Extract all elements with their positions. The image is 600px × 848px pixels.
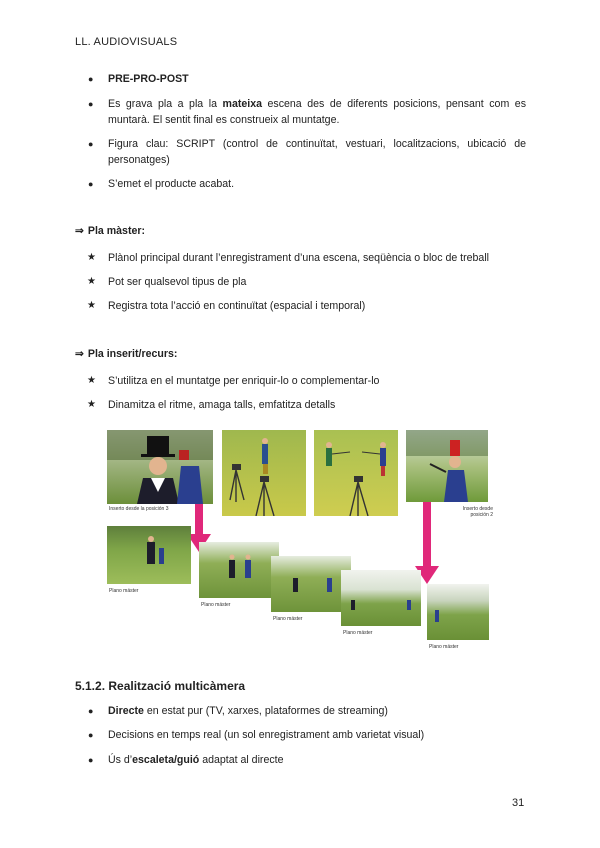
- master-shot-3: [271, 556, 351, 612]
- insert-photo-pos3: [107, 430, 213, 504]
- list-item: Registra tota l’acció en continuïtat (espacial i temporal): [108, 300, 366, 312]
- subsection-title: 5.1.2. Realització multicàmera: [75, 679, 246, 693]
- list-item: PRE-PRO-POST: [108, 73, 189, 85]
- running-header: LL. AUDIOVISUALS: [75, 36, 178, 48]
- list-item: S’utilitza en el muntatge per enriquir-lo o complementar-lo: [108, 375, 380, 387]
- list-item: S’emet el producte acabat.: [108, 178, 235, 190]
- star-bullet-icon: ★: [87, 252, 96, 263]
- list-item: Directe en estat pur (TV, xarxes, plataformes de streaming): [108, 705, 388, 717]
- bullet-icon: ●: [88, 179, 94, 189]
- list-item: Ús d’escaleta/guió adaptat al directe: [108, 754, 284, 766]
- bullet-icon: ●: [88, 74, 94, 84]
- section-heading-inserit: ⇒ Pla inserit/recurs:: [75, 348, 178, 360]
- list-item: Dinamitza el ritme, amaga talls, emfatitza detalls: [108, 399, 336, 411]
- bullet-icon: ●: [88, 755, 94, 765]
- page-number: 31: [512, 797, 525, 809]
- caption: Plano máster: [343, 630, 373, 636]
- list-item: Es grava pla a pla la mateixa escena des de diferents posicions, pensant com es muntarà. El sentit final es construeix al muntatge.: [108, 98, 526, 126]
- list-item: Pot ser qualsevol tipus de pla: [108, 276, 247, 288]
- master-shot-2: [199, 542, 279, 598]
- camera-diagram-photo-2: [314, 430, 398, 516]
- list-item: Plànol principal durant l’enregistrament d’una escena, seqüència o bloc de treball: [108, 252, 490, 264]
- caption: Plano máster: [273, 616, 303, 622]
- master-shot-1: [107, 526, 191, 584]
- master-shot-5: [427, 584, 489, 640]
- bullet-icon: ●: [88, 139, 94, 149]
- star-bullet-icon: ★: [87, 276, 96, 287]
- star-bullet-icon: ★: [87, 399, 96, 410]
- caption: Plano máster: [109, 588, 139, 594]
- caption: Plano máster: [429, 644, 459, 650]
- list-item: Decisions en temps real (un sol enregistrament amb varietat visual): [108, 729, 425, 741]
- caption: Inserto desde la posición 3: [109, 506, 169, 512]
- caption: Plano máster: [201, 602, 231, 608]
- bullet-icon: ●: [88, 706, 94, 716]
- camera-diagram-photo-1: [222, 430, 306, 516]
- master-insert-figure: [105, 428, 493, 650]
- star-bullet-icon: ★: [87, 375, 96, 386]
- section-heading-master: ⇒ Pla màster:: [75, 225, 146, 237]
- master-shot-4: [341, 570, 421, 626]
- bullet-icon: ●: [88, 99, 94, 109]
- insert-photo-pos2: [406, 430, 488, 502]
- bullet-icon: ●: [88, 730, 94, 740]
- star-bullet-icon: ★: [87, 300, 96, 311]
- caption: Inserto desde posición 2: [462, 506, 493, 518]
- list-item: Figura clau: SCRIPT (control de continuïtat, vestuari, localitzacions, ubicació de personatges): [108, 138, 526, 166]
